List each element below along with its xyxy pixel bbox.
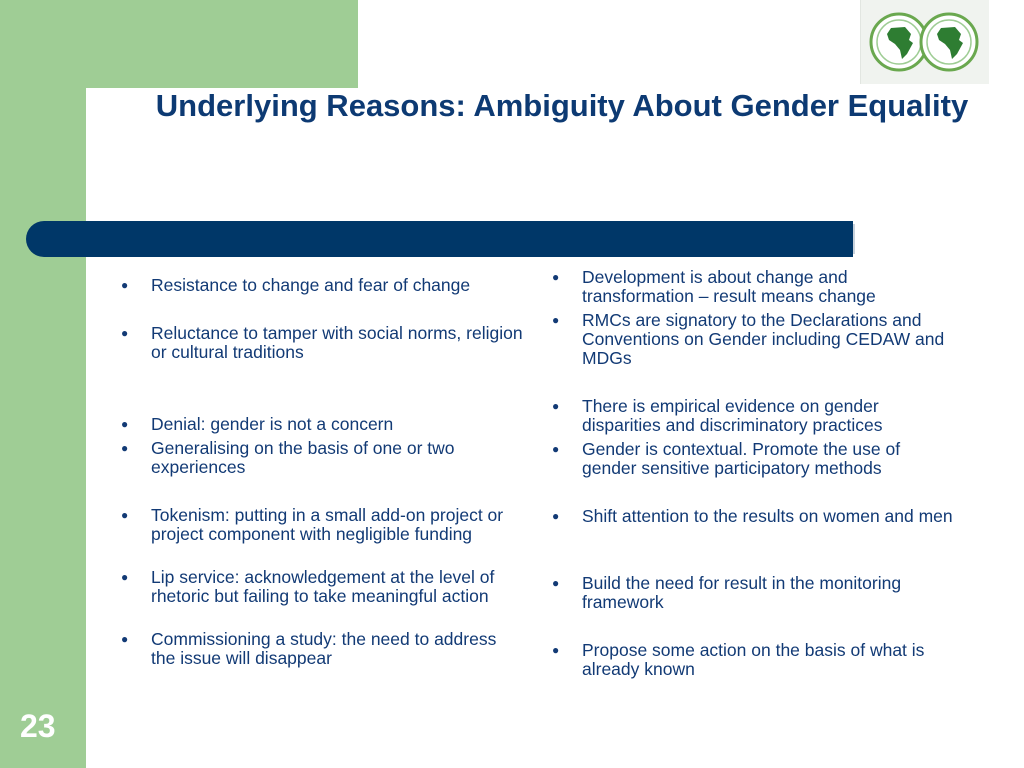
left-accent-bar	[0, 0, 86, 768]
list-item: ● Gender is contextual. Promote the use of gender sensitive participatory methods	[546, 440, 956, 478]
afdb-logo-icon	[867, 10, 983, 74]
logo-box	[860, 0, 989, 84]
list-item: ● Commissioning a study: the need to address the issue will disappear	[115, 630, 525, 668]
title-divider-bar	[26, 221, 853, 257]
list-item: ● Shift attention to the results on women and men	[546, 507, 956, 526]
list-item: ● Resistance to change and fear of change	[115, 276, 525, 295]
slide-title: Underlying Reasons: Ambiguity About Gender Equality	[155, 88, 969, 123]
top-accent-band	[0, 0, 358, 88]
divider-end-cap	[853, 224, 859, 254]
list-item: ● Tokenism: putting in a small add-on project or project component with negligible funding	[115, 506, 525, 544]
list-item: ● Development is about change and transformation – result means change	[546, 268, 956, 306]
list-item: ● Denial: gender is not a concern	[115, 415, 525, 434]
list-item: ● Propose some action on the basis of what is already known	[546, 641, 956, 679]
list-item: ● Generalising on the basis of one or two experiences	[115, 439, 525, 477]
list-item: ● Reluctance to tamper with social norms, religion or cultural traditions	[115, 324, 525, 362]
list-item: ● RMCs are signatory to the Declarations and Conventions on Gender including CEDAW and MDGs	[546, 311, 956, 368]
list-item: ● Lip service: acknowledgement at the level of rhetoric but failing to take meaningful action	[115, 568, 525, 606]
slide-number: 23	[20, 708, 56, 744]
list-item: ● There is empirical evidence on gender disparities and discriminatory practices	[546, 397, 956, 435]
list-item: ● Build the need for result in the monitoring framework	[546, 574, 956, 612]
